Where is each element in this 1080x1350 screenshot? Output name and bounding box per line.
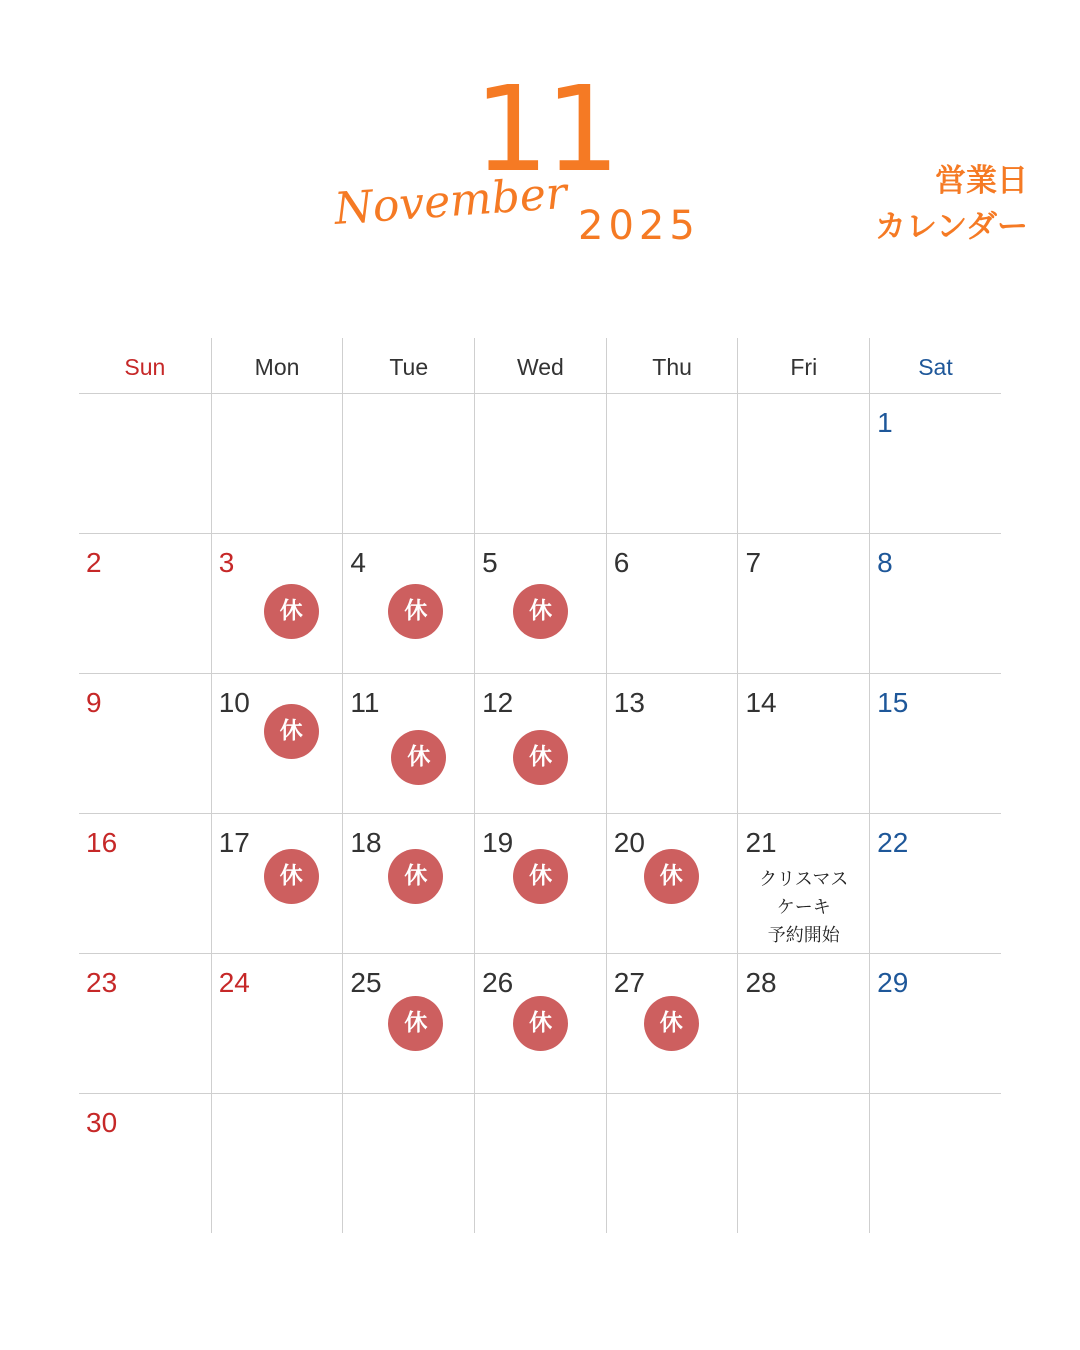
- closed-day-badge: 休: [513, 584, 568, 639]
- week-row: [79, 814, 1001, 954]
- calendar-title-line2: カレンダー: [875, 209, 1028, 245]
- day-cell: [211, 534, 343, 673]
- day-number: 19: [482, 827, 514, 858]
- week-row: [79, 534, 1001, 674]
- day-cell: [737, 1094, 869, 1233]
- closed-day-badge: 休: [391, 730, 446, 785]
- closed-day-badge: 休: [388, 584, 443, 639]
- closed-day-badge: 休: [513, 730, 568, 785]
- day-number: 18: [350, 827, 382, 858]
- day-number: 23: [86, 967, 118, 998]
- weekday-sun: Sun: [124, 354, 166, 380]
- day-number: 15: [877, 687, 909, 718]
- day-number: 16: [86, 827, 118, 858]
- day-number: 11: [350, 687, 380, 718]
- day-number: 30: [86, 1107, 118, 1138]
- closed-day-badge: 休: [644, 996, 699, 1051]
- day-cell: [869, 394, 1001, 533]
- day-cell: [211, 954, 343, 1093]
- day-number: 20: [613, 827, 645, 858]
- weekday-sat: Sat: [869, 338, 1001, 393]
- day-cell: [79, 814, 211, 953]
- day-number: 24: [218, 967, 250, 998]
- closed-day-badge: 休: [264, 704, 319, 759]
- day-cell: [474, 954, 606, 1093]
- closed-day-badge: 休: [264, 584, 319, 639]
- day-cell: [474, 1094, 606, 1233]
- day-cell: [869, 534, 1001, 673]
- day-number: 17: [218, 827, 250, 858]
- day-cell: [869, 1094, 1001, 1233]
- day-cell: [606, 1094, 738, 1233]
- event-note-line: ケーキ: [776, 897, 831, 918]
- day-number: 5: [482, 547, 498, 578]
- day-number: 2: [86, 547, 102, 578]
- day-cell: [211, 674, 343, 813]
- day-cell: [342, 674, 474, 813]
- week-row: [79, 954, 1001, 1094]
- weekday-mon: Mon: [211, 338, 343, 393]
- closed-day-badge: 休: [264, 849, 319, 904]
- closed-day-badge: 休: [513, 996, 568, 1051]
- day-number: 28: [745, 967, 777, 998]
- day-number: 27: [613, 967, 645, 998]
- day-cell: [79, 394, 211, 533]
- day-cell: [211, 394, 343, 533]
- calendar-grid: [79, 338, 1001, 1233]
- day-number: 1: [877, 407, 893, 438]
- day-cell: [869, 814, 1001, 953]
- event-note-line: クリスマス: [759, 869, 849, 890]
- weekday-thu: Thu: [606, 338, 738, 393]
- month-number: 11: [473, 60, 617, 198]
- weekday-header-row: [79, 338, 1001, 394]
- day-cell: [342, 814, 474, 953]
- day-cell: [79, 1094, 211, 1233]
- day-cell: [606, 394, 738, 533]
- day-cell: [474, 814, 606, 953]
- day-number: 21: [745, 827, 777, 858]
- day-cell: [737, 534, 869, 673]
- day-cell: [474, 534, 606, 673]
- year: 2025: [578, 203, 700, 249]
- day-cell: [869, 674, 1001, 813]
- day-number: 3: [218, 547, 235, 578]
- week-row: [79, 1094, 1001, 1233]
- closed-day-badge: 休: [388, 996, 443, 1051]
- day-cell: [737, 954, 869, 1093]
- day-cell: [342, 1094, 474, 1233]
- day-number: 22: [877, 827, 909, 858]
- day-number: 13: [613, 687, 645, 718]
- event-note: [738, 866, 869, 950]
- week-row: [79, 394, 1001, 534]
- day-cell: [474, 674, 606, 813]
- day-number: 4: [350, 547, 366, 578]
- event-note-line: 予約開始: [767, 925, 840, 946]
- day-cell: [342, 394, 474, 533]
- closed-day-badge: 休: [644, 849, 699, 904]
- day-cell: [79, 674, 211, 813]
- day-number: 6: [613, 547, 630, 578]
- day-number: 12: [482, 687, 514, 718]
- week-row: [79, 674, 1001, 814]
- day-number: 8: [877, 547, 893, 578]
- day-cell: [737, 814, 869, 953]
- month-name-script: November: [332, 167, 569, 235]
- day-number: 25: [350, 967, 382, 998]
- weekday-tue: Tue: [342, 338, 474, 393]
- weeks-container: [79, 394, 1001, 1233]
- day-number: 14: [745, 687, 777, 718]
- day-cell: [606, 814, 738, 953]
- day-cell: [211, 814, 343, 953]
- day-cell: [342, 954, 474, 1093]
- day-cell: [606, 534, 738, 673]
- day-cell: [737, 674, 869, 813]
- closed-day-badge: 休: [513, 849, 568, 904]
- day-cell: [211, 1094, 343, 1233]
- weekday-wed: Wed: [474, 338, 606, 393]
- day-cell: [474, 394, 606, 533]
- calendar-title-line1: 営業日: [935, 163, 1028, 199]
- closed-day-badge: 休: [388, 849, 443, 904]
- day-cell: [79, 534, 211, 673]
- day-cell: [606, 954, 738, 1093]
- day-cell: [869, 954, 1001, 1093]
- day-cell: [342, 534, 474, 673]
- day-number: 10: [218, 687, 250, 718]
- day-number: 26: [482, 967, 514, 998]
- calendar-title: [875, 158, 1028, 250]
- day-cell: [606, 674, 738, 813]
- day-number: 29: [877, 967, 909, 998]
- day-cell: [79, 954, 211, 1093]
- day-number: 9: [86, 687, 102, 718]
- day-cell: [737, 394, 869, 533]
- day-number: 7: [745, 547, 762, 578]
- weekday-fri: Fri: [737, 338, 869, 393]
